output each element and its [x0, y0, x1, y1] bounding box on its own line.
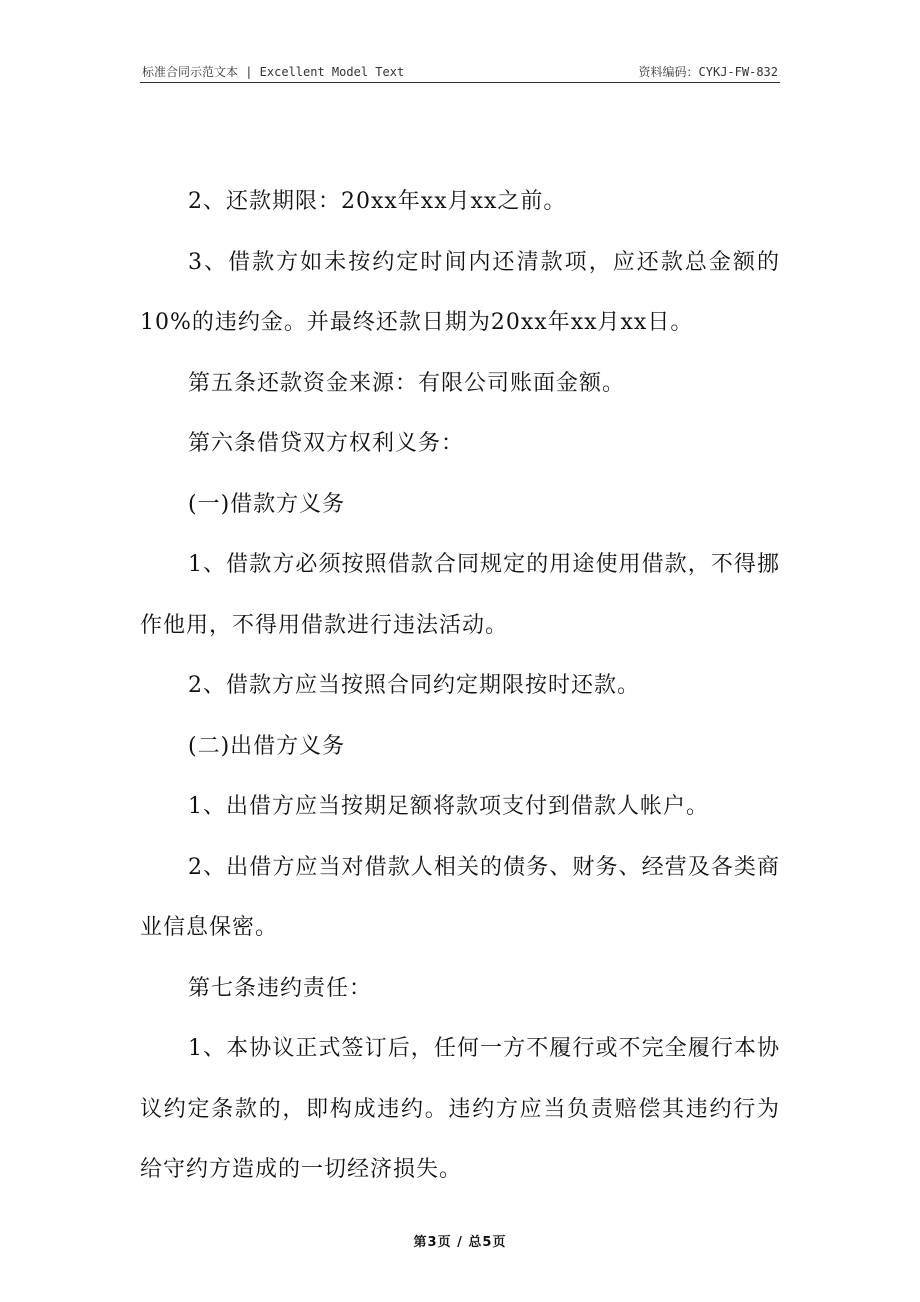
paragraph: 1、出借方应当按期足额将款项支付到借款人帐户。: [188, 794, 709, 819]
paragraph: 第六条借贷双方权利义务：: [188, 431, 465, 456]
paragraph: 2、还款期限：20xx年xx月xx之前。: [188, 189, 567, 214]
document-code: 资料编码：CYKJ-FW-832: [638, 65, 778, 79]
paragraph: 第五条还款资金来源：有限公司账面金额。: [188, 370, 626, 396]
header-title: 标准合同示范文本 | Excellent Model Text: [142, 65, 405, 79]
paragraph: (二)出借方义务: [188, 733, 346, 759]
page-number: 第3页 / 总5页: [413, 1235, 507, 1250]
paragraph: (一)借款方义务: [188, 491, 346, 517]
paragraph: 1、本协议正式签订后，任何一方不履行或不完全履行本协议约定条款的，即构成违约。违约方应当负责赔偿其违约行为给守约方造成的一切经济损失。: [140, 1036, 780, 1182]
paragraph: 1、借款方必须按照借款合同规定的用途使用借款，不得挪作他用，不得用借款进行违法活动。: [140, 552, 780, 638]
paragraph: 第七条违约责任：: [188, 975, 373, 1001]
paragraph: 2、出借方应当对借款人相关的债务、财务、经营及各类商业信息保密。: [140, 854, 780, 940]
document-body: [140, 172, 780, 1201]
paragraph: 3、借款方如未按约定时间内还清款项，应还款总金额的10%的违约金。并最终还款日期为20xx年xx月xx日。: [140, 249, 780, 335]
page-header: [140, 60, 780, 83]
paragraph: 2、借款方应当按照合同约定期限按时还款。: [188, 673, 640, 698]
